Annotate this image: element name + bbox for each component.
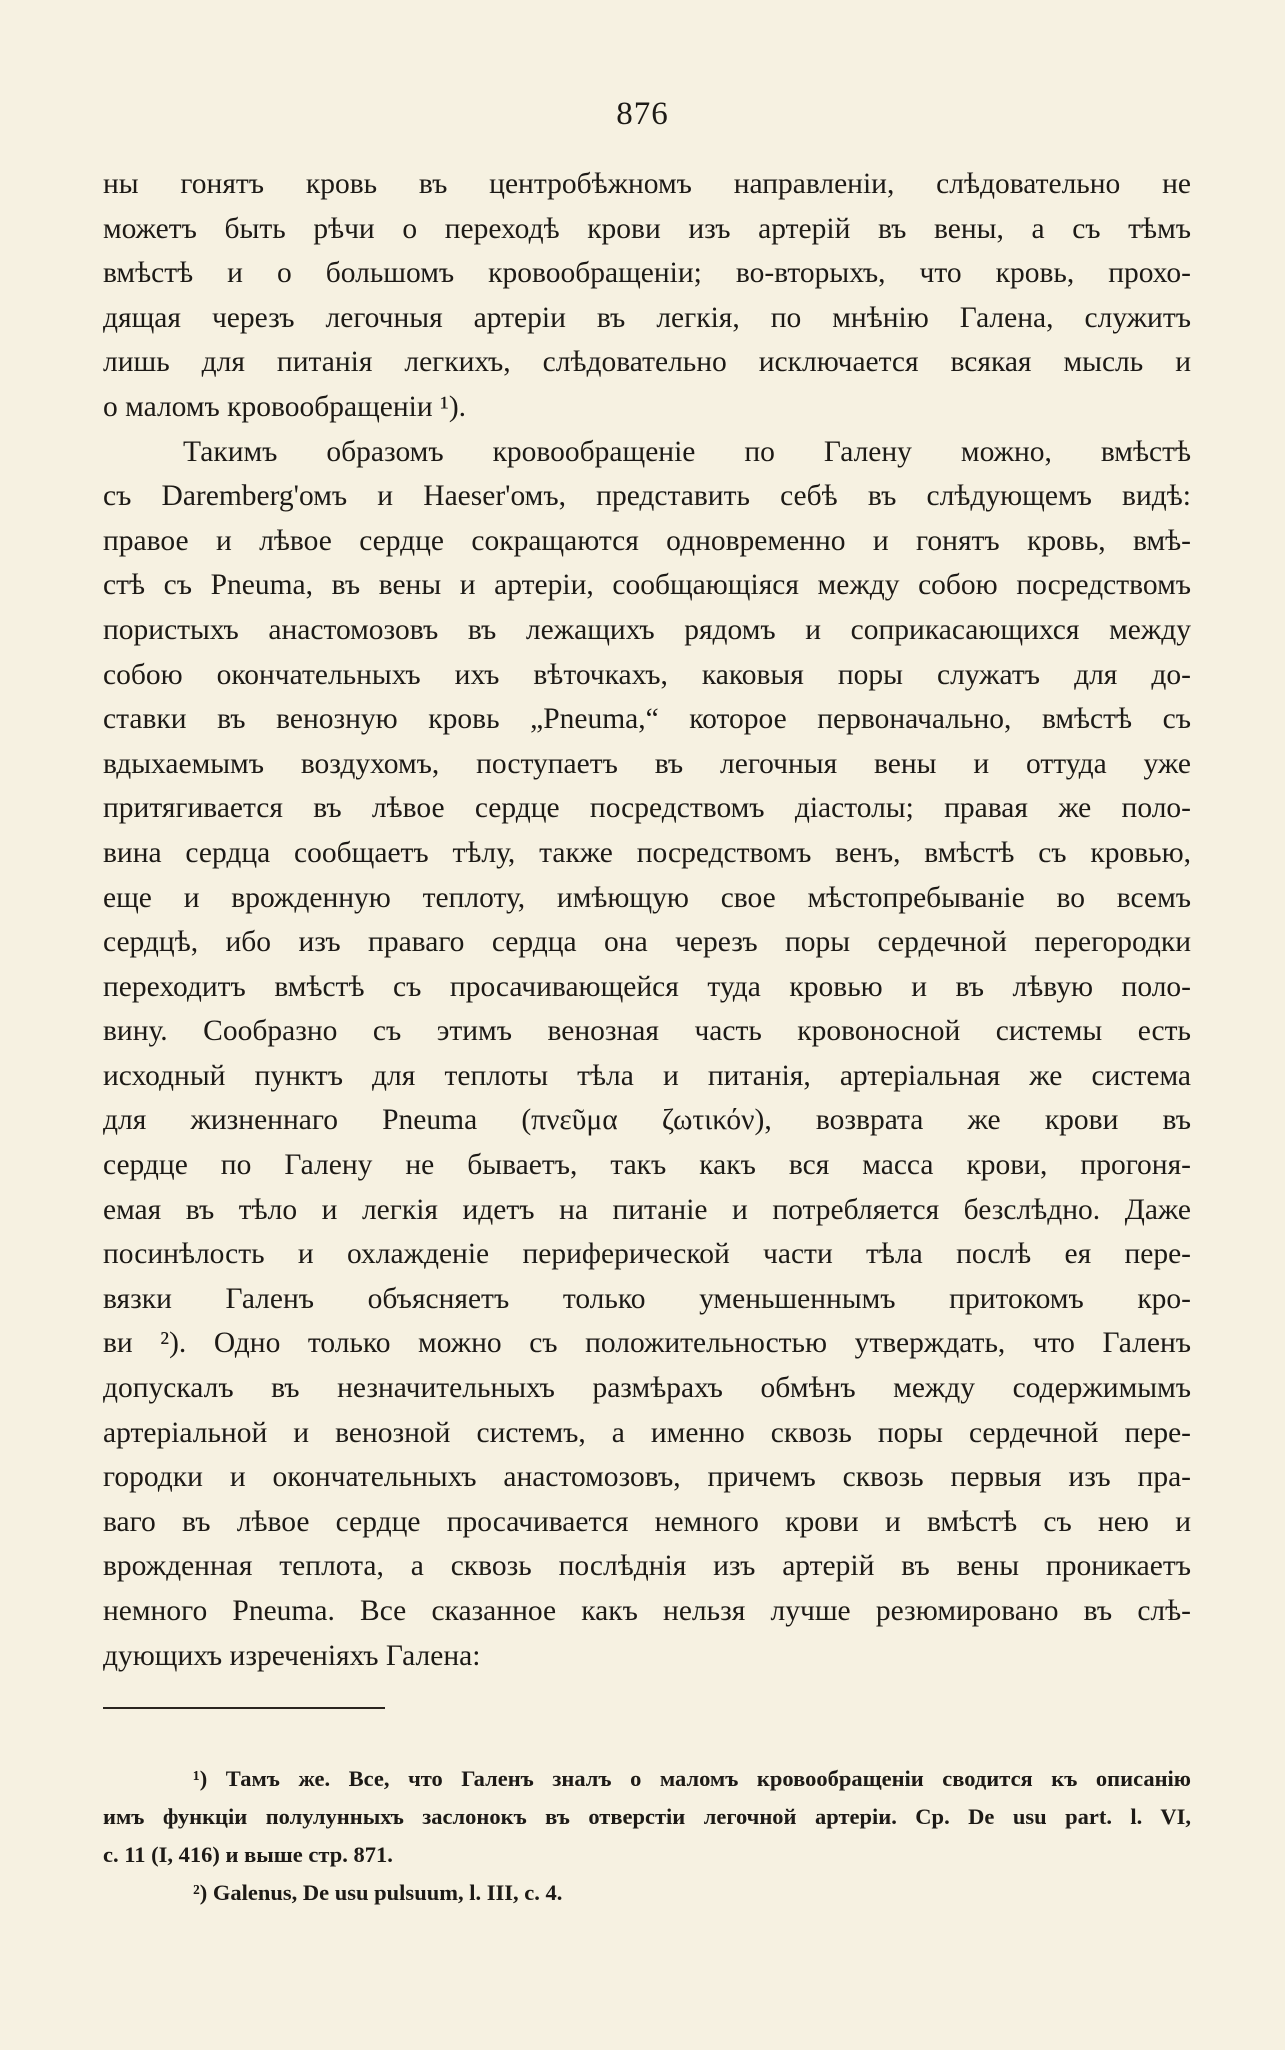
text-line: вина сердца сообщаетъ тѣлу, также посредствомъ венъ, вмѣстѣ съ кровью,	[103, 836, 1191, 869]
text-line: лишь для питанія легкихъ, слѣдовательно исключается всякая мысль и	[103, 346, 1191, 379]
text-line: исходный пунктъ для теплоты тѣла и питанія, артеріальная же система	[103, 1059, 1191, 1092]
text-line: ваго въ лѣвое сердце просачивается немного крови и вмѣстѣ съ нею и	[103, 1505, 1191, 1538]
text-line: дящая черезъ легочныя артеріи въ легкія, по мнѣнію Галена, служитъ	[103, 301, 1191, 334]
footnotes	[103, 1760, 1191, 1912]
text-line: городки и окончательныхъ анастомозовъ, причемъ сквозь первыя изъ пра-	[103, 1461, 1191, 1494]
text-line: артеріальной и венозной системъ, а именно сквозь поры сердечной пере-	[103, 1416, 1191, 1449]
text-line: собою окончательныхъ ихъ вѣточкахъ, каковыя поры служатъ для до-	[103, 658, 1191, 691]
text-line: ставки въ венозную кровь „Pneuma,“ которое первоначально, вмѣстѣ съ	[103, 703, 1191, 736]
text-line: съ Daremberg'омъ и Haeser'омъ, представить себѣ въ слѣдующемъ видѣ:	[103, 480, 1191, 513]
text-line: еще и врожденную теплоту, имѣющую свое мѣстопребываніе во всемъ	[103, 881, 1191, 914]
text-line: о маломъ кровообращеніи ¹).	[103, 390, 467, 423]
text-line: вину. Сообразно съ этимъ венозная часть кровоносной системы есть	[103, 1015, 1191, 1048]
text-line: правое и лѣвое сердце сокращаются одновременно и гонятъ кровь, вмѣ-	[103, 524, 1191, 557]
text-line: врожденная теплота, а сквозь послѣднія изъ артерій въ вены проникаетъ	[103, 1550, 1191, 1583]
text-line: сердцѣ, ибо изъ праваго сердца она черезъ поры сердечной перегородки	[103, 926, 1191, 959]
text-line: емая въ тѣло и легкія идетъ на питаніе и потребляется безслѣдно. Даже	[103, 1193, 1191, 1226]
text-line: ны гонятъ кровь въ центробѣжномъ направленіи, слѣдовательно не	[103, 168, 1191, 200]
body-text	[103, 162, 1191, 1678]
text-line: вдыхаемымъ воздухомъ, поступаетъ въ легочныя вены и оттуда уже	[103, 747, 1191, 780]
text-line: пористыхъ анастомозовъ въ лежащихъ рядомъ и соприкасающихся между	[103, 613, 1191, 646]
text-line: вязки Галенъ объясняетъ только уменьшеннымъ притокомъ кро-	[103, 1282, 1191, 1315]
text-line: допускалъ въ незначительныхъ размѣрахъ обмѣнъ между содержимымъ	[103, 1372, 1191, 1405]
text-line: вмѣстѣ и о большомъ кровообращеніи; во-вторыхъ, что кровь, прохо-	[103, 257, 1191, 290]
footnote-line: имъ функціи полулунныхъ заслонокъ въ отверстіи легочной артеріи. Ср. De usu part. l. VI,	[103, 1804, 1191, 1829]
text-line: стѣ съ Pneuma, въ вены и артеріи, сообщающіяся между собою посредствомъ	[103, 569, 1191, 602]
footnote-line: ²) Galenus, De usu pulsuum, l. III, c. 4.	[193, 1880, 563, 1905]
footnote-line: c. 11 (I, 416) и выше стр. 871.	[103, 1842, 393, 1867]
text-line: немного Pneuma. Все сказанное какъ нельзя лучше резюмировано въ слѣ-	[103, 1595, 1191, 1627]
text-line: переходитъ вмѣстѣ съ просачивающейся туда кровью и въ лѣвую поло-	[103, 970, 1191, 1003]
text-line: Такимъ образомъ кровообращеніе по Галену можно, вмѣстѣ	[183, 435, 1191, 468]
page-number: 876	[616, 96, 669, 132]
text-line: ви ²). Одно только можно съ положительностью утверждать, что Галенъ	[103, 1327, 1191, 1360]
text-line: можетъ быть рѣчи о переходѣ крови изъ артерій въ вены, а съ тѣмъ	[103, 212, 1191, 245]
text-line: для жизненнаго Pneuma (πνεῦμα ζωτικόν), возврата же крови въ	[103, 1104, 1191, 1137]
text-line: сердце по Галену не бываетъ, такъ какъ вся масса крови, прогоня-	[103, 1149, 1191, 1182]
text-line: посинѣлость и охлажденіе периферической части тѣла послѣ ея пере-	[103, 1238, 1191, 1271]
footnote-line: ¹) Тамъ же. Все, что Галенъ зналъ о маломъ кровообращеніи сводится къ описанію	[193, 1766, 1191, 1791]
footnote-separator	[103, 1707, 385, 1709]
text-line: дующихъ изреченіяхъ Галена:	[103, 1639, 481, 1672]
text-line: притягивается въ лѣвое сердце посредствомъ діастолы; правая же поло-	[103, 792, 1191, 825]
